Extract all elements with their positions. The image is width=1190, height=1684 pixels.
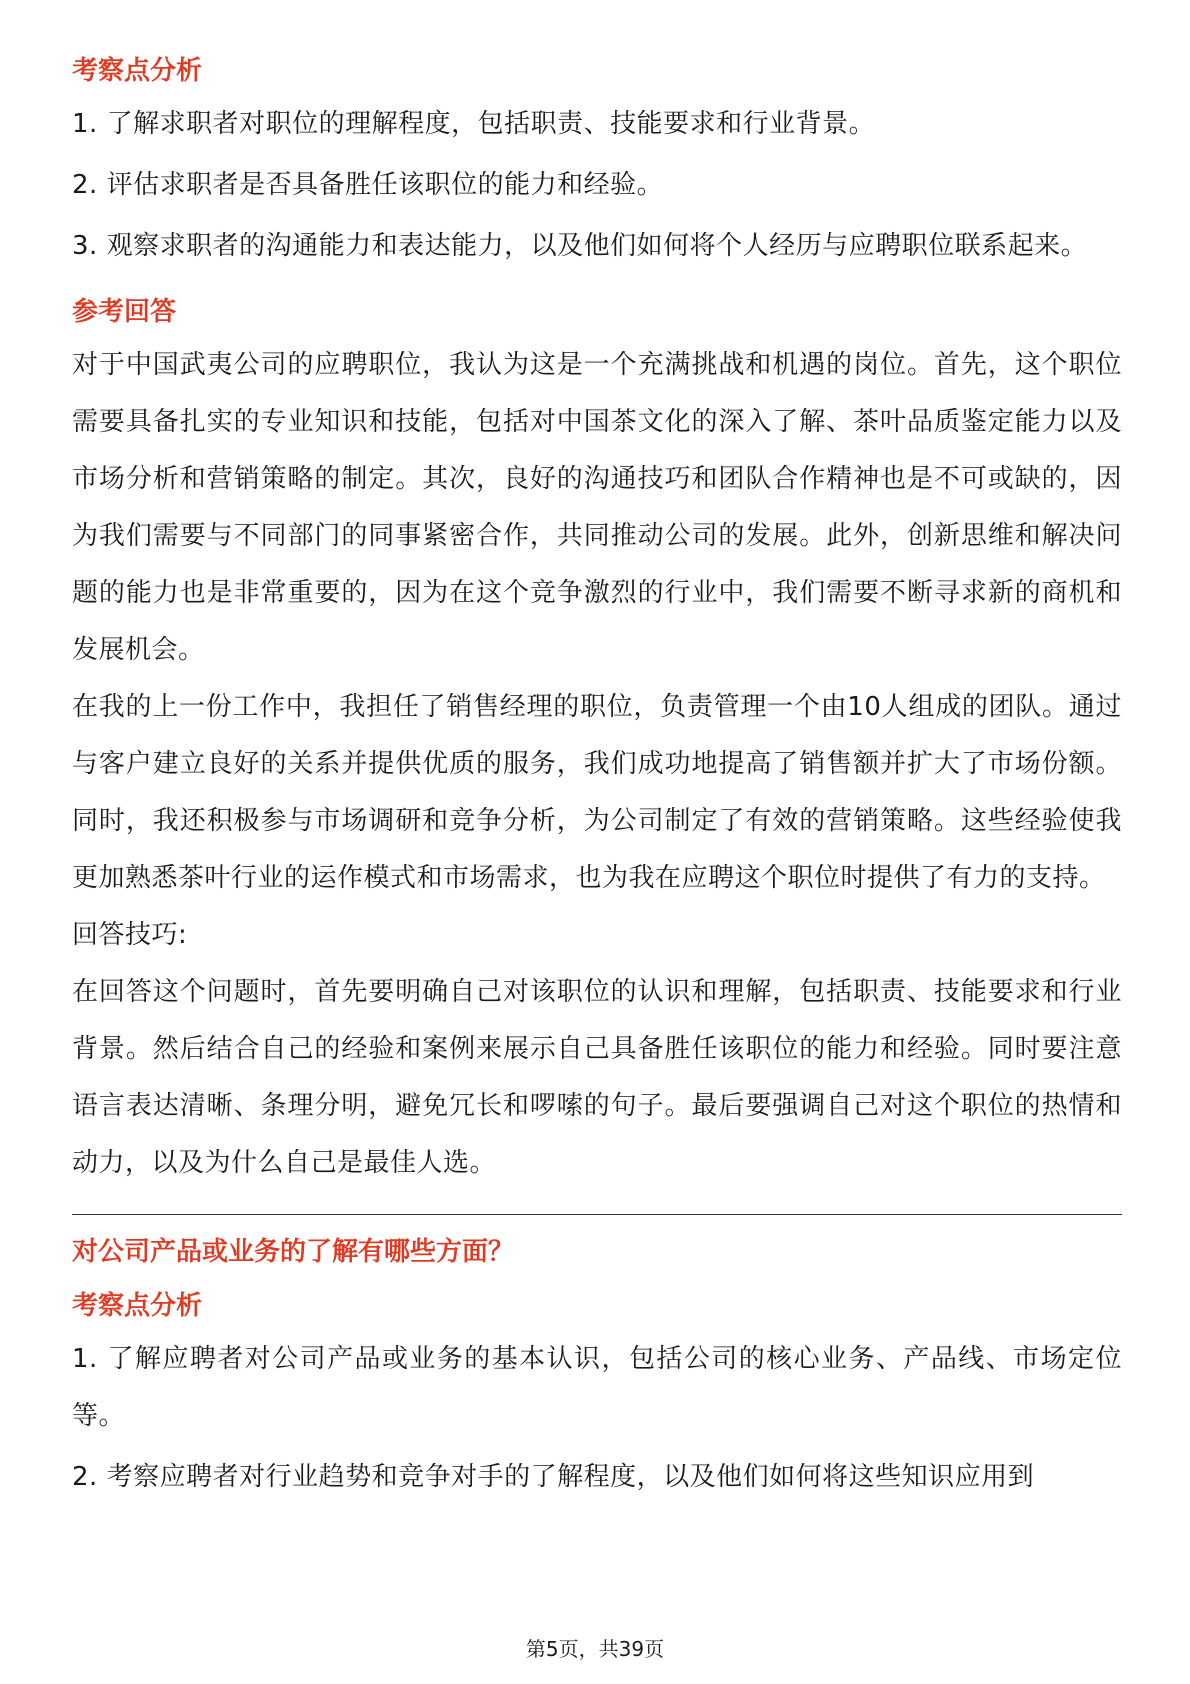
analysis-item: 2. 评估求职者是否具备胜任该职位的能力和经验。 (72, 170, 664, 200)
tips-text: 在回答这个问题时，首先要明确自己对该职位的认识和理解，包括职责、技能要求和行业背景。然后结合自己的经验和案例来展示自己具备胜任该职位的能力和经验。同时要注意语言表达清晰、条理分明，避免冗长和啰嗦的句子。最后要强调自己对这个职位的热情和动力，以及为什么自己是最佳人选。 (72, 977, 1122, 1178)
section-divider (72, 1214, 1122, 1215)
analysis-heading: 考察点分析 (72, 1291, 203, 1321)
answer-paragraph: 在我的上一份工作中，我担任了销售经理的职位，负责管理一个由10人组成的团队。通过与客户建立良好的关系并提供优质的服务，我们成功地提高了销售额并扩大了市场份额。同时，我还积极参与市场调研和竞争分析，为公司制定了有效的营销策略。这些经验使我更加熟悉茶叶行业的运作模式和市场需求，也为我在应聘这个职位时提供了有力的支持。 (72, 692, 1122, 893)
analysis-item: 1. 了解应聘者对公司产品或业务的基本认识，包括公司的核心业务、产品线、市场定位等。 (72, 1344, 1122, 1431)
answer-paragraph: 对于中国武夷公司的应聘职位，我认为这是一个充满挑战和机遇的岗位。首先，这个职位需要具备扎实的专业知识和技能，包括对中国茶文化的深入了解、茶叶品质鉴定能力以及市场分析和营销策略的制定。其次，良好的沟通技巧和团队合作精神也是不可或缺的，因为我们需要与不同部门的同事紧密合作，共同推动公司的发展。此外，创新思维和解决问题的能力也是非常重要的，因为在这个竞争激烈的行业中，我们需要不断寻求新的商机和发展机会。 (72, 350, 1122, 665)
question-title: 对公司产品或业务的了解有哪些方面？ (72, 1237, 515, 1267)
answer-heading: 参考回答 (72, 297, 177, 327)
page-content (72, 46, 1122, 1510)
analysis-heading: 考察点分析 (72, 56, 203, 86)
analysis-item: 2. 考察应聘者对行业趋势和竞争对手的了解程度，以及他们如何将这些知识应用到 (72, 1462, 1035, 1492)
tips-label: 回答技巧: (72, 920, 188, 950)
analysis-item: 1. 了解求职者对职位的理解程度，包括职责、技能要求和行业背景。 (72, 109, 876, 139)
page-footer: 第5页，共39页 (525, 1637, 665, 1661)
analysis-item: 3. 观察求职者的沟通能力和表达能力，以及他们如何将个人经历与应聘职位联系起来。 (72, 231, 1088, 261)
spacer (72, 279, 1122, 287)
